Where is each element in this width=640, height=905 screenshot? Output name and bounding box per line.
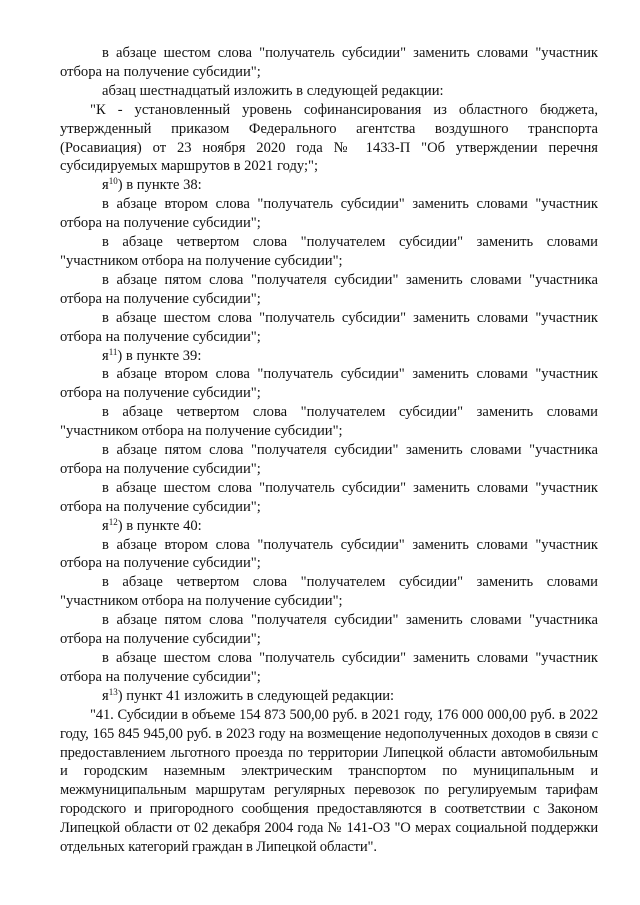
paragraph: в абзаце шестом слова "получатель субсидии" заменить словами "участник отбора на получение субсидии"; — [60, 479, 598, 515]
item-number: 12 — [108, 516, 118, 527]
paragraph: в абзаце шестом слова "получатель субсидии" заменить словами "участник отбора на получение субсидии"; — [60, 650, 598, 685]
list-item-heading — [60, 687, 598, 706]
item-letter: я — [102, 347, 109, 364]
item-number: 13 — [108, 686, 118, 697]
paragraph: в абзаце пятом слова "получателя субсидии" заменить словами "участника отбора на получение субсидии"; — [60, 442, 598, 477]
item-text: ) в пункте 38: — [117, 177, 202, 194]
item-number: 10 — [108, 176, 118, 187]
paragraph: в абзаце втором слова "получатель субсидии" заменить словами "участник отбора на получение субсидии"; — [60, 196, 598, 232]
item-text: ) пункт 41 изложить в следующей редакции: — [117, 687, 395, 704]
paragraph: в абзаце четвертом слова "получателем субсидии" заменить словами "участником отбора на получение субсидии"; — [60, 404, 598, 440]
item-text: ) в пункте 39: — [117, 347, 202, 364]
paragraph: "К - установленный уровень софинансирования из областного бюджета, утвержденный приказом Федерального агентства воздушного транспорта (Росавиация) от 23 ноября 2020 года № 1433-П "Об утверждении перечня субсидируемых маршрутов в 2021 году;"; — [60, 101, 598, 175]
paragraph: "41. Субсидии в объеме 154 873 500,00 руб. в 2021 году, 176 000 000,00 руб. в 2022 году, 165 845 945,00 руб. в 2023 году на возмещение недополученных доходов в связи с предоставлением льготного проезда по территории Липецкой области автомобильным и городским наземным электрическим транспортом по муниципальным и межмуниципальным маршрутам регулярных перевозок по регулируемым тарифам городского и пригородного сообщения предоставляются в соответствии с Законом Липецкой области от 02 декабря 2004 года № 141-ОЗ "О мерах социальной поддержки отдельных категорий граждан в Липецкой области". — [60, 706, 598, 856]
paragraph: в абзаце шестом слова "получатель субсидии" заменить словами "участник отбора на получение субсидии"; — [60, 45, 598, 80]
paragraph: абзац шестнадцатый изложить в следующей редакции: — [102, 82, 444, 99]
paragraph: в абзаце шестом слова "получатель субсидии" заменить словами "участник отбора на получение субсидии"; — [60, 309, 598, 345]
item-text: ) в пункте 40: — [117, 517, 202, 534]
list-item-heading — [60, 347, 598, 366]
paragraph: в абзаце втором слова "получатель субсидии" заменить словами "участник отбора на получение субсидии"; — [60, 536, 598, 572]
item-number: 11 — [108, 346, 118, 357]
item-letter: я — [102, 177, 109, 194]
paragraph: в абзаце четвертом слова "получателем субсидии" заменить словами "участником отбора на получение субсидии"; — [60, 234, 598, 269]
document-page — [60, 44, 598, 857]
paragraph: в абзаце пятом слова "получателя субсидии" заменить словами "участника отбора на получение субсидии"; — [60, 612, 598, 648]
list-item-heading — [60, 517, 598, 536]
item-letter: я — [102, 517, 109, 534]
list-item-heading — [60, 176, 598, 195]
paragraph: в абзаце пятом слова "получателя субсидии" заменить словами "участника отбора на получение субсидии"; — [60, 271, 598, 307]
paragraph: в абзаце втором слова "получатель субсидии" заменить словами "участник отбора на получение субсидии"; — [60, 366, 598, 402]
item-letter: я — [102, 687, 109, 704]
paragraph: в абзаце четвертом слова "получателем субсидии" заменить словами "участником отбора на получение субсидии"; — [60, 574, 598, 610]
